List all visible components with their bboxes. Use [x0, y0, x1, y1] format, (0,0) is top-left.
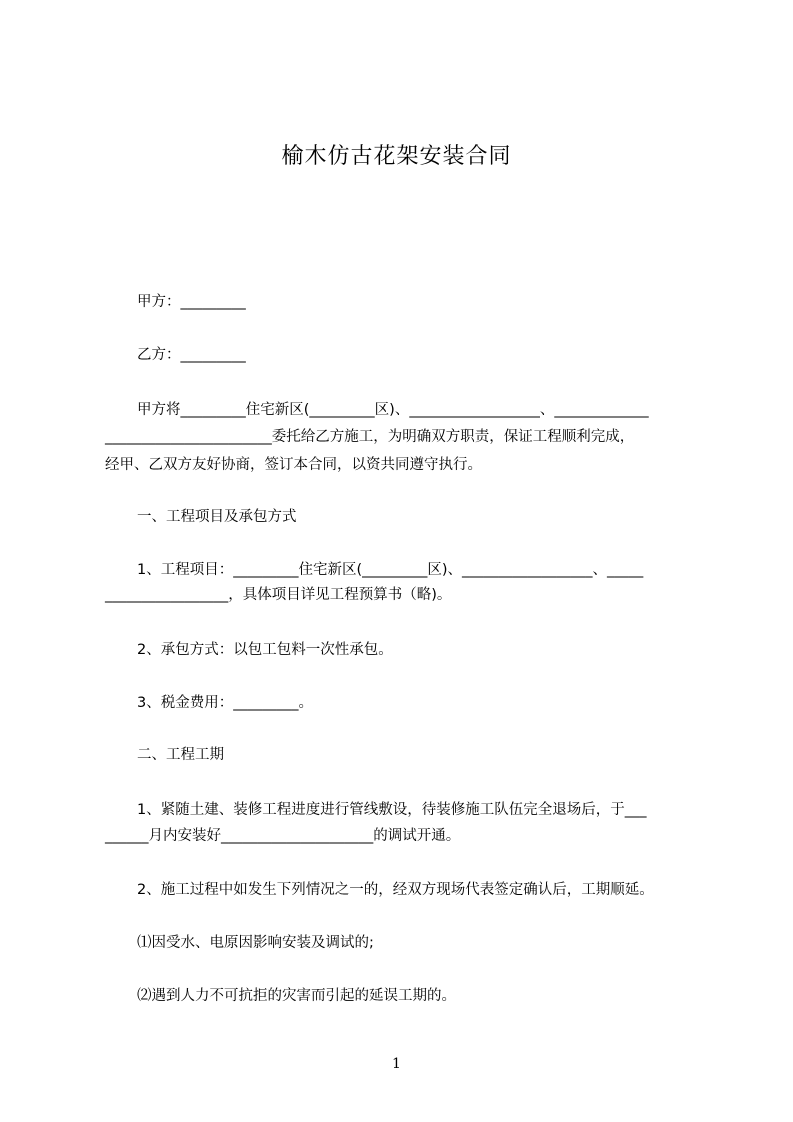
clause-2-2-item-2: ⑵遇到人力不可抗拒的灾害而引起的延误工期的。 — [137, 988, 456, 1004]
clause-1-1-line-2: _________________，具体项目详见工程预算书（略)。 — [105, 587, 452, 603]
party-b-line: 乙方：_________ — [137, 347, 246, 363]
clause-2-2-item-1: ⑴因受水、电原因影响安装及调试的; — [137, 935, 374, 951]
party-a-line: 甲方：_________ — [137, 294, 246, 310]
clause-2-1-line-2: ______月内安装好_____________________的调试开通。 — [105, 828, 461, 844]
page-number: 1 — [392, 1056, 401, 1072]
preamble-line-2: _______________________委托给乙方施工，为明确双方职责，保证工程顺利完成， — [105, 429, 635, 445]
section-2-heading: 二、工程工期 — [137, 747, 224, 763]
clause-1-3: 3、税金费用：_________。 — [137, 695, 313, 711]
clause-2-1-line-1: 1、紧随土建、装修工程进度进行管线敷设，待装修施工队伍完全退场后，于___ — [137, 802, 647, 818]
document-title: 榆木仿古花架安装合同 — [281, 144, 512, 169]
clause-2-2: 2、施工过程中如发生下列情况之一的，经双方现场代表签定确认后，工期顺延。 — [137, 882, 654, 898]
clause-1-1-line-1: 1、工程项目：_________住宅新区(_________区)、__________________、_____ — [137, 562, 644, 578]
preamble-line-3: 经甲、乙双方友好协商，签订本合同，以资共同遵守执行。 — [105, 457, 482, 473]
clause-1-2: 2、承包方式：以包工包料一次性承包。 — [137, 642, 393, 658]
section-1-heading: 一、工程项目及承包方式 — [137, 509, 297, 525]
preamble-line-1: 甲方将_________住宅新区(_________区)、__________________、_____________ — [137, 402, 649, 418]
